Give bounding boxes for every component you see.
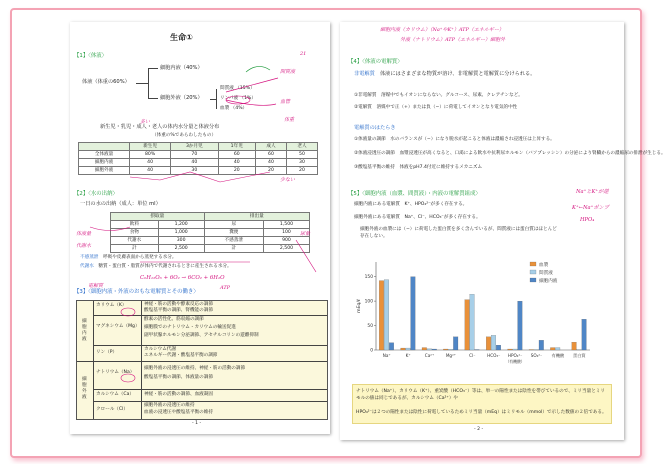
- bar: [411, 277, 416, 350]
- x-tick-label: K⁺: [405, 353, 411, 358]
- handwritten-note: K⁺←Na⁺ポンプ: [572, 205, 609, 211]
- bar: [470, 294, 475, 350]
- bar: [422, 348, 427, 350]
- electrolyte-function: 副甲状腺ホルモン分泌調節、アセチルコリンの遊離抑制: [144, 333, 259, 338]
- handwritten-note: 間質液: [280, 69, 296, 75]
- document-frame: [10, 8, 666, 458]
- x-tick-label: Cl⁻: [469, 353, 476, 358]
- table-row: 食物 1,000 糞便 100: [111, 229, 310, 237]
- legend-label: 間質液: [539, 271, 553, 276]
- legend-label: 血漿: [539, 263, 549, 268]
- handwritten-note: 外液（ナトリウム）ATP（エネルギー）細胞外: [400, 37, 505, 43]
- age-heading: 新生児・乳児・成人・老人の体内水分量と体液分布: [100, 124, 220, 130]
- electrolyte-function: 神経・筋の活動の調節、血液凝固: [144, 392, 213, 397]
- handwritten-note: 少ない: [280, 177, 296, 183]
- extracellular-group-label: 細胞外液: [82, 377, 87, 400]
- note-line: HPO₄²⁻は２つの陽性または陰性に荷電しているためミリ当量（mEq）はミリモル（mmol）で示した数値の２倍である。: [356, 410, 607, 415]
- right-page: [340, 22, 666, 440]
- electrolyte-name: カルシウム（Ca）: [96, 392, 135, 397]
- x-tick-label: Na⁺: [382, 353, 391, 358]
- note-box: [352, 384, 612, 424]
- bar: [555, 348, 560, 350]
- electrolyte-function: 神経・筋の活動や酵素反応の調節: [144, 302, 213, 307]
- bar: [427, 349, 432, 350]
- page-title: 生命①: [170, 33, 193, 42]
- y-axis-label: mEq/ℓ: [357, 299, 362, 313]
- electrolyte-function-line: ②体液浸透圧の調節 血漿浸透圧が高くなると、口渇による飲水や抗利尿ホルモン（バソプレッシン）の分泌により腎臓からの濃縮尿の排泄が生じる。: [354, 151, 666, 156]
- electrolyte-name: クロール（Cl）: [96, 407, 128, 412]
- handwritten-note: C₆H₁₂O₆ + 6O₂ → 6CO₂ + 6H₂O: [140, 275, 225, 281]
- bar: [539, 340, 544, 350]
- bar: [572, 342, 577, 350]
- electrolyte-function: 酸塩基平衡の調節、腎機能の調節: [144, 308, 213, 313]
- table-header: 1年児: [218, 143, 255, 151]
- electrolyte-name: リン（P）: [96, 350, 118, 355]
- handwritten-note: HPO₄: [580, 217, 595, 223]
- bar: [389, 343, 394, 350]
- bar: [491, 335, 496, 350]
- handwritten-note: 体液量: [76, 231, 92, 237]
- x-tick-label: HCO₃⁻: [487, 353, 501, 358]
- section-1-title: 【1】〈体液〉: [74, 53, 108, 59]
- note-line: ナトリウム（Na⁺）、カリウム（K⁺）、重炭酸（HCO₃⁻）等は、単一の陽性または陰性を帯びているので、ミリ当量とミリモルの値は同じであるが、カルシウム（Ca²⁺）や: [356, 389, 605, 401]
- handwritten-note: Na⁺とK⁺が逆: [576, 189, 609, 195]
- electrolyte-function-title: 電解質のはたらき: [354, 125, 396, 131]
- electrolyte-function: 細胞外液の浸透圧の維持: [144, 403, 195, 408]
- electrolyte-function: 細胞外液の浸透圧の維持、神経・筋の活動の調節: [144, 366, 246, 371]
- electrolyte-function: 酸塩基平衡の調節、体液量の調節: [144, 375, 213, 380]
- extracellular-note: 細胞外液の血漿には（−）に荷電した蛋白質を多く含んでいるが、間質液には蛋白質はほとんど存在しない。: [360, 227, 557, 239]
- handwritten-note: 体重: [284, 117, 295, 123]
- bar: [443, 349, 448, 350]
- ecf-item: 間質液 （15%）: [220, 86, 255, 91]
- x-tick-label: 有機酸: [551, 353, 565, 358]
- bar: [384, 280, 389, 350]
- table-row: 計 2,500 計 2,500: [111, 245, 310, 253]
- bar: [453, 337, 458, 350]
- y-tick-label: 0: [370, 348, 373, 354]
- bar: [518, 301, 523, 350]
- table-header: 新生児: [130, 143, 171, 151]
- electrolyte-function: エネルギー代謝・酸塩基平衡の調節: [144, 353, 218, 358]
- bar: [401, 348, 406, 350]
- intracellular-group-label: 細胞内液: [82, 319, 87, 342]
- handwritten-note: 代謝水: [76, 243, 92, 249]
- legend-swatch: [530, 278, 536, 282]
- intracellular-electrolytes: 細胞内液にある電解質 K⁺、HPO₄²⁻が多く存在する。: [354, 202, 468, 207]
- electrolyte-function: 細胞膜でのナトリウム・カリウムの輸送促進: [144, 325, 236, 330]
- electrolyte-name: カリウム（K）: [96, 303, 127, 308]
- electrolyte-function-line: ①体液量の調節 水のバランスが（−）になり脱水が起こると体液は濃縮され浸透圧は上昇する。: [354, 137, 555, 142]
- extracellular-electrolytes: 細胞外液にある電解質 Na⁺、Cl⁻、HCO₃⁻が多く存在する。: [354, 215, 481, 220]
- x-tick-label: Ca²⁺: [424, 353, 435, 358]
- y-tick-label: 50: [367, 324, 373, 330]
- bar: [508, 349, 513, 350]
- section-2-title: 【2】〈水の出納〉: [74, 191, 118, 197]
- table-row: 全体液量 80% 70 60 60 50: [79, 151, 318, 159]
- bar: [465, 300, 470, 350]
- page-number: - 2 -: [474, 427, 484, 432]
- x-tick-label: 蛋白質: [573, 353, 586, 358]
- age-subheading: （体重の%であらわしたもの）: [152, 133, 217, 138]
- bar: [432, 349, 437, 350]
- ecf-item: リンパ液 （1%）: [220, 96, 257, 101]
- y-tick-label: 150: [364, 275, 373, 281]
- point-non-electrolyte: ①非電解質 溶媒中でもイオンにならない。グルコース、尿素、クレアチンなど。: [354, 93, 523, 98]
- left-page: [70, 22, 330, 434]
- bar: [550, 348, 555, 350]
- electrolyte-function: カルシウム代謝: [144, 347, 176, 352]
- electrolyte-bar-chart: [354, 254, 594, 374]
- legend-swatch: [530, 270, 536, 274]
- handwritten-note: 尿量: [300, 231, 311, 237]
- table-header: 摂取量: [111, 213, 205, 221]
- bar: [448, 349, 453, 350]
- handwritten-note: 細胞内液（カリウム）（Na⁺やK⁺）ATP（エネルギー）: [380, 27, 504, 33]
- section-4-title: 【4】〈体液の電解質〉: [348, 59, 403, 65]
- handwritten-note: ATP: [220, 285, 231, 291]
- x-tick-label: HPO₄²⁻: [507, 353, 523, 358]
- table-row: 細胞内液 40 40 40 40 30: [79, 159, 318, 167]
- bar: [379, 281, 384, 350]
- electrolyte-name: ナトリウム（Na）: [96, 370, 135, 375]
- y-tick-label: 100: [364, 299, 373, 305]
- electrolyte-name: マグネシウム（Mg）: [96, 324, 140, 329]
- bar: [406, 348, 411, 350]
- electrolyte-function-line: ③酸塩基平衡の維持 体液をpH7.4付近に維持するメカニズム: [354, 165, 483, 170]
- bar: [582, 319, 587, 350]
- x-tick-label: SO₄²⁻: [530, 353, 543, 358]
- extracellular-label: 細胞外液（20%）: [160, 95, 203, 101]
- handwritten-marks: [70, 22, 330, 434]
- bar: [486, 337, 491, 350]
- intracellular-label: 細胞内液（40%）: [160, 65, 203, 71]
- table-header: 老人: [286, 143, 317, 151]
- insensible-perspiration-def: 不感蒸泄 呼吸や皮膚表面から蒸発する水分。: [80, 255, 177, 260]
- handwritten-note: 21: [300, 51, 307, 57]
- handwritten-note: 多い: [140, 119, 151, 125]
- metabolic-water-def: 代謝水 糖質・蛋白質・脂質が体内で代謝されるときに産生される水分。: [80, 264, 232, 269]
- table-header: 排出量: [204, 213, 309, 221]
- point-electrolyte: ②電解質 溶媒中で正（+）または負（−）に荷電してイオンとなり電気的中性: [354, 105, 518, 110]
- water-intro: 一日の水の出納（成人：単位 ml）: [80, 201, 161, 207]
- table-row: 代謝水 300 不感蒸泄 900: [111, 237, 310, 245]
- ecf-item: 血漿 （4%）: [220, 106, 248, 111]
- legend-label: 細胞内液: [539, 279, 558, 284]
- handwritten-note: 血管: [280, 99, 291, 105]
- non-electrolyte-intro: 非電解質 体液にはさまざまな物質が溶け、非電解質と電解質に分けられる。: [354, 71, 536, 77]
- table-header: 3か月児: [171, 143, 218, 151]
- handwritten-note: 電解質: [88, 283, 104, 289]
- section-5-title: 【5】〈細胞内液（血漿、間質液）・内液の電解質組成〉: [348, 191, 481, 197]
- table-row: 細胞外液 40 30 20 20 20: [79, 167, 318, 175]
- legend-swatch: [530, 262, 536, 266]
- x-tick-label: Mg²⁺: [445, 353, 456, 358]
- page-number: - 1 -: [192, 421, 202, 426]
- electrolyte-function: 血液の浸透圧や酸塩基平衡の維持: [144, 410, 213, 415]
- x-tick-sublabel: （有機酸）: [505, 359, 525, 364]
- table-row: 飲料 1,200 尿 1,500: [111, 221, 310, 229]
- bar: [496, 345, 501, 350]
- electrolyte-function: 酵素の活性化、筋収縮の調節: [144, 317, 204, 322]
- section-3-title: 【3】〈細胞内液・外液のおもな電解質とその働き〉: [74, 289, 199, 295]
- bar: [513, 349, 518, 350]
- table-header: 成人: [255, 143, 286, 151]
- body-fluid-label: 体液（体重の60%）: [82, 79, 130, 85]
